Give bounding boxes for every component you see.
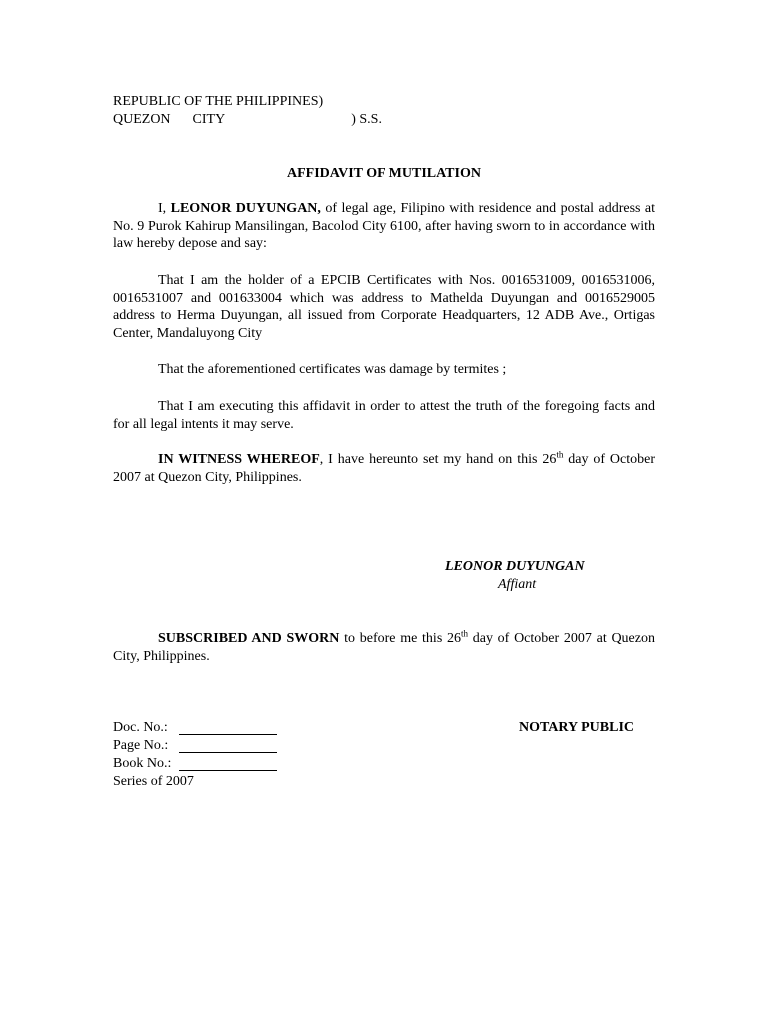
witness-rest: day of October 2007 at Quezon City, Philippines. bbox=[113, 452, 656, 485]
caption-city bbox=[113, 111, 382, 129]
intro-pre: I, bbox=[158, 201, 167, 216]
page-no-blank bbox=[179, 737, 277, 753]
page-no-label: Page No.: bbox=[113, 738, 169, 753]
book-no-row bbox=[113, 755, 277, 773]
holder-paragraph: That I am the holder of a EPCIB Certificates with Nos. 0016531009, 0016531006, 0016531007 and 001633004 which was address to Mathelda Duyungan and 0016529005 address to Herma Duyungan, all issued from Corporate Headquarters, 12 ADB Ave., Ortigas Center, Mandaluyong City bbox=[113, 273, 655, 342]
caption-republic bbox=[113, 93, 323, 111]
subscribed-sup: th bbox=[461, 628, 469, 639]
subscribed-paragraph bbox=[113, 630, 655, 665]
caption-city-b: CITY bbox=[192, 112, 226, 127]
doc-no-blank bbox=[179, 719, 277, 735]
book-no-label: Book No.: bbox=[113, 756, 172, 771]
intro-rest: of legal age, Filipino with residence and postal address at No. 9 Purok Kahirup Mansilingan, Bacolod City 6100, after having sworn to in accordance with law hereby depose and say: bbox=[113, 201, 656, 252]
doc-no-row bbox=[113, 719, 277, 737]
signature-role: Affiant bbox=[498, 577, 537, 592]
subscribed-rest: day of October 2007 at Quezon City, Philippines. bbox=[113, 631, 655, 664]
caption-ss: ) S.S. bbox=[351, 112, 382, 127]
document-title: AFFIDAVIT OF MUTILATION bbox=[287, 166, 481, 181]
subscribed-mid: to before me this 26 bbox=[339, 631, 461, 646]
execute-paragraph: That I am executing this affidavit in order to attest the truth of the foregoing facts and for all legal intents it may serve. bbox=[113, 399, 655, 432]
page-no-row bbox=[113, 737, 277, 755]
series-row bbox=[113, 773, 194, 791]
affiant-name-inline: LEONOR DUYUNGAN, bbox=[170, 201, 321, 216]
damage-paragraph: That the aforementioned certificates was damage by termites ; bbox=[158, 362, 507, 377]
subscribed-lead: SUBSCRIBED AND SWORN bbox=[158, 631, 340, 646]
doc-no-label: Doc. No.: bbox=[113, 720, 168, 735]
witness-sup: th bbox=[556, 449, 564, 460]
witness-mid: , I have hereunto set my hand on this 26 bbox=[319, 452, 557, 467]
intro-paragraph bbox=[113, 200, 655, 253]
book-no-blank bbox=[179, 755, 277, 771]
series-label: Series of 2007 bbox=[113, 774, 194, 789]
caption-line1: REPUBLIC OF THE PHILIPPINES) bbox=[113, 94, 324, 109]
witness-paragraph bbox=[113, 451, 655, 486]
notary-public-label: NOTARY PUBLIC bbox=[519, 720, 635, 735]
caption-city-a: QUEZON bbox=[113, 112, 171, 127]
signature-name: LEONOR DUYUNGAN bbox=[445, 559, 585, 574]
witness-lead: IN WITNESS WHEREOF bbox=[158, 452, 320, 467]
